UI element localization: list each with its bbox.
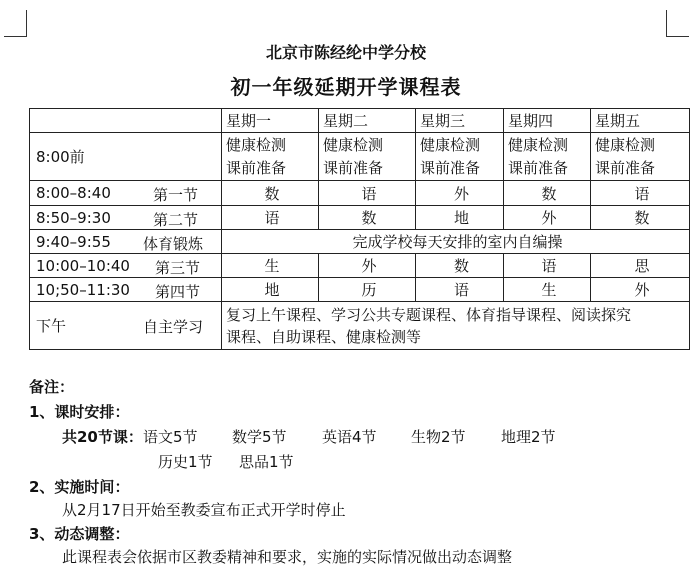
cell-line: 健康检测 [595,135,656,154]
period-time: 8:00–8:40 [36,184,111,202]
subject-item: 数学5节 [232,428,287,446]
school-name: 北京市陈经纶中学分校 [265,43,426,62]
cell: 历 [319,278,416,302]
cell: 数 [222,181,319,206]
subject-item: 生物2节 [411,428,466,446]
section-text: 此课程表会依据市区教委精神和要求，实施的实际情况做出动态调整 [62,548,513,566]
cell: 生 [504,278,591,302]
cell-line: 复习上午课程、学习公共专题课程、体育指导课程、阅读探究 [226,305,632,324]
cell: 数 [416,254,504,278]
cell-line: 课前准备 [420,158,481,177]
table-row [30,302,690,350]
day-header: 星期五 [591,109,690,133]
cell: 数 [319,206,416,230]
subject-item: 思品1节 [239,453,294,471]
section-heading: 2、实施时间： [29,478,130,496]
cell-line: 课前准备 [508,158,569,177]
cell: 地 [222,278,319,302]
time-cell [30,278,222,302]
cell: 外 [319,254,416,278]
time-cell [30,230,222,254]
page-corner-mark [666,10,689,37]
time-cell [30,302,222,350]
cell-line: 健康检测 [226,135,287,154]
subject-item: 历史1节 [158,453,213,471]
cell-line: 健康检测 [323,135,384,154]
table-row [30,230,690,254]
cell: 数 [591,206,690,230]
cell: 语 [319,181,416,206]
cell [504,133,591,181]
time-cell [30,206,222,230]
period-label: 第一节 [153,186,199,204]
subject-item: 英语4节 [322,428,377,446]
time-cell [30,254,222,278]
subject-item: 地理2节 [501,428,556,446]
table-row [30,254,690,278]
cell: 地 [416,206,504,230]
table-row [30,206,690,230]
table-row [30,181,690,206]
period-time: 10;50–11:30 [36,280,130,299]
period-time: 下午 [36,317,67,335]
table-row [30,278,690,302]
cell [319,133,416,181]
cell-line: 课前准备 [595,158,656,177]
period-label: 体育锻炼 [143,235,204,253]
cell: 思 [591,254,690,278]
page-corner-mark [4,10,27,37]
period-time: 8:50–9:30 [36,208,111,227]
time-cell [30,181,222,206]
section-heading: 1、课时安排： [29,403,130,421]
notes-heading: 备注： [29,378,75,396]
cell-line: 健康检测 [508,135,569,154]
table-row [30,133,690,181]
day-header: 星期四 [504,109,591,133]
merged-cell [222,302,690,350]
period-time: 9:40–9:55 [36,232,111,251]
day-header: 星期三 [416,109,504,133]
subject-item: 语文5节 [143,428,198,446]
cell: 生 [222,254,319,278]
cell-line: 课前准备 [323,158,384,177]
period-time: 10:00–10:40 [36,256,130,275]
day-header: 星期二 [319,109,416,133]
period-label: 自主学习 [143,318,204,336]
schedule-table [29,108,690,350]
cell: 语 [416,278,504,302]
period-label: 第四节 [155,283,201,301]
period-label: 第二节 [153,211,199,229]
cell [416,133,504,181]
cell: 数 [504,181,591,206]
day-header: 星期一 [222,109,319,133]
cell [591,133,690,181]
section-text: 从2月17日开始至教委宣布正式开学时停止 [62,501,346,519]
cell: 语 [222,206,319,230]
cell: 外 [416,181,504,206]
total-label: 共20节课： [62,428,143,446]
cell: 外 [591,278,690,302]
time-cell: 8:00前 [30,133,222,181]
cell: 外 [504,206,591,230]
period-label: 第三节 [155,259,201,277]
merged-cell: 完成学校每天安排的室内自编操 [222,230,690,254]
cell: 语 [504,254,591,278]
cell [222,133,319,181]
header-row [30,109,690,133]
section-heading: 3、动态调整： [29,525,130,543]
page-title: 初一年级延期开学课程表 [230,75,462,99]
cell-line: 课前准备 [226,158,287,177]
cell-line: 健康检测 [420,135,481,154]
header-corner-cell [30,109,222,133]
cell-line: 课程、自助课程、健康检测等 [226,327,422,346]
cell: 语 [591,181,690,206]
